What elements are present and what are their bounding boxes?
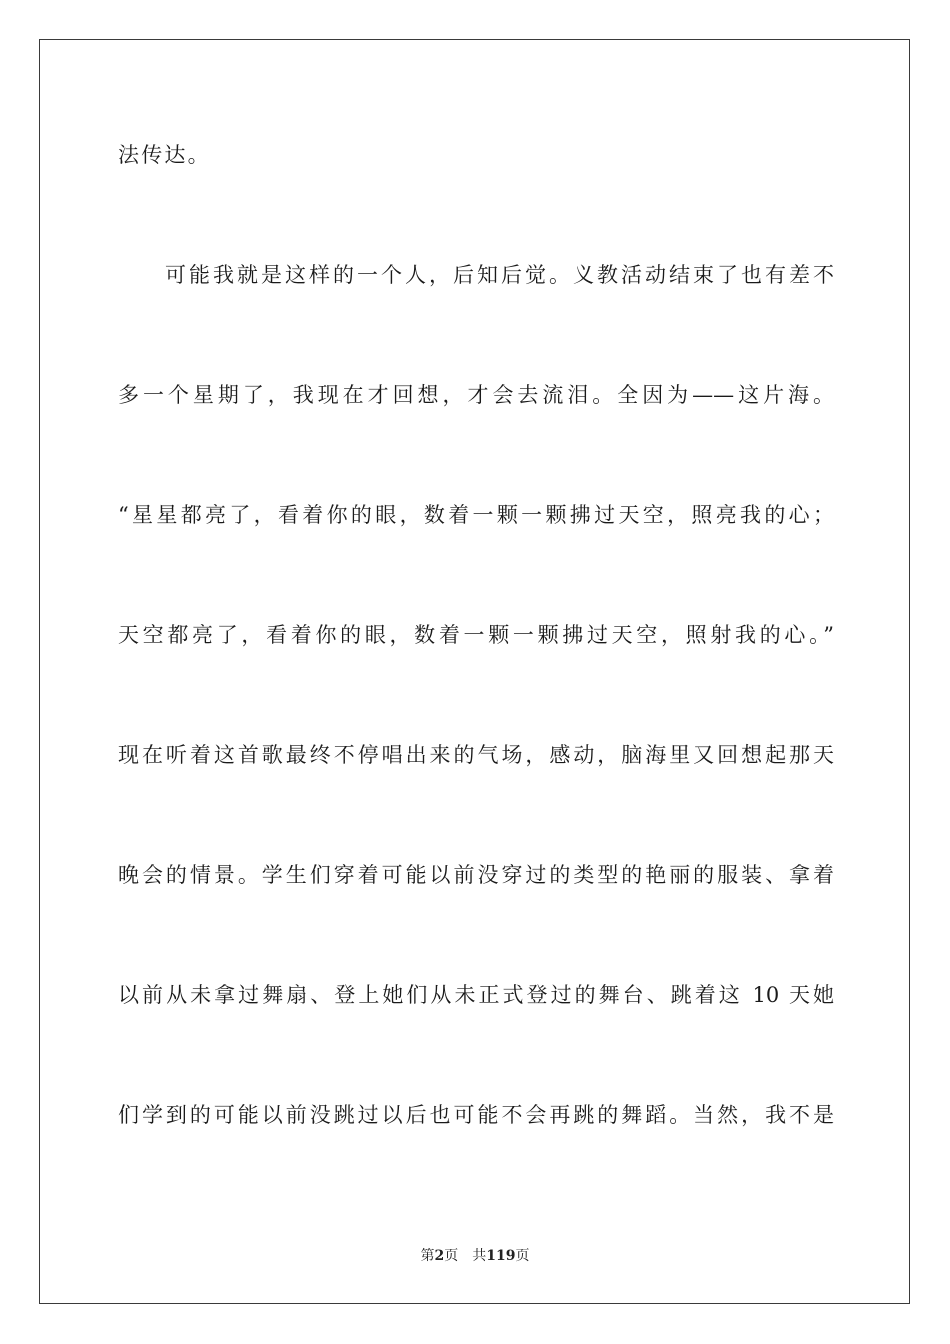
paragraph-line-9: 们学到的可能以前没跳过以后也可能不会再跳的舞蹈。当然，我不是: [118, 1103, 834, 1127]
footer-total-suffix: 页: [515, 1248, 530, 1264]
footer-total-pages: 119: [486, 1248, 516, 1264]
page-footer: [0, 1247, 950, 1265]
footer-page-number: 2: [434, 1248, 445, 1264]
paragraph-line-4: “星星都亮了，看着你的眼，数着一颗一颗拂过天空，照亮我的心；: [118, 503, 834, 527]
footer-total-prefix: 共: [472, 1248, 487, 1264]
footer-page-suffix: 页: [444, 1248, 459, 1264]
paragraph-line-8: 以前从未拿过舞扇、登上她们从未正式登过的舞台、跳着这 10 天她: [118, 983, 834, 1007]
paragraph-line-1: 法传达。: [118, 143, 211, 167]
paragraph-line-5: 天空都亮了，看着你的眼，数着一颗一颗拂过天空，照射我的心。”: [118, 623, 834, 647]
paragraph-line-6: 现在听着这首歌最终不停唱出来的气场，感动，脑海里又回想起那天: [118, 743, 834, 767]
footer-page-prefix: 第: [420, 1248, 435, 1264]
paragraph-line-2: 可能我就是这样的一个人，后知后觉。义教活动结束了也有差不: [165, 263, 834, 287]
paragraph-line-7: 晚会的情景。学生们穿着可能以前没穿过的类型的艳丽的服装、拿着: [118, 863, 834, 887]
paragraph-line-3: 多一个星期了，我现在才回想，才会去流泪。全因为——这片海。: [118, 383, 834, 407]
